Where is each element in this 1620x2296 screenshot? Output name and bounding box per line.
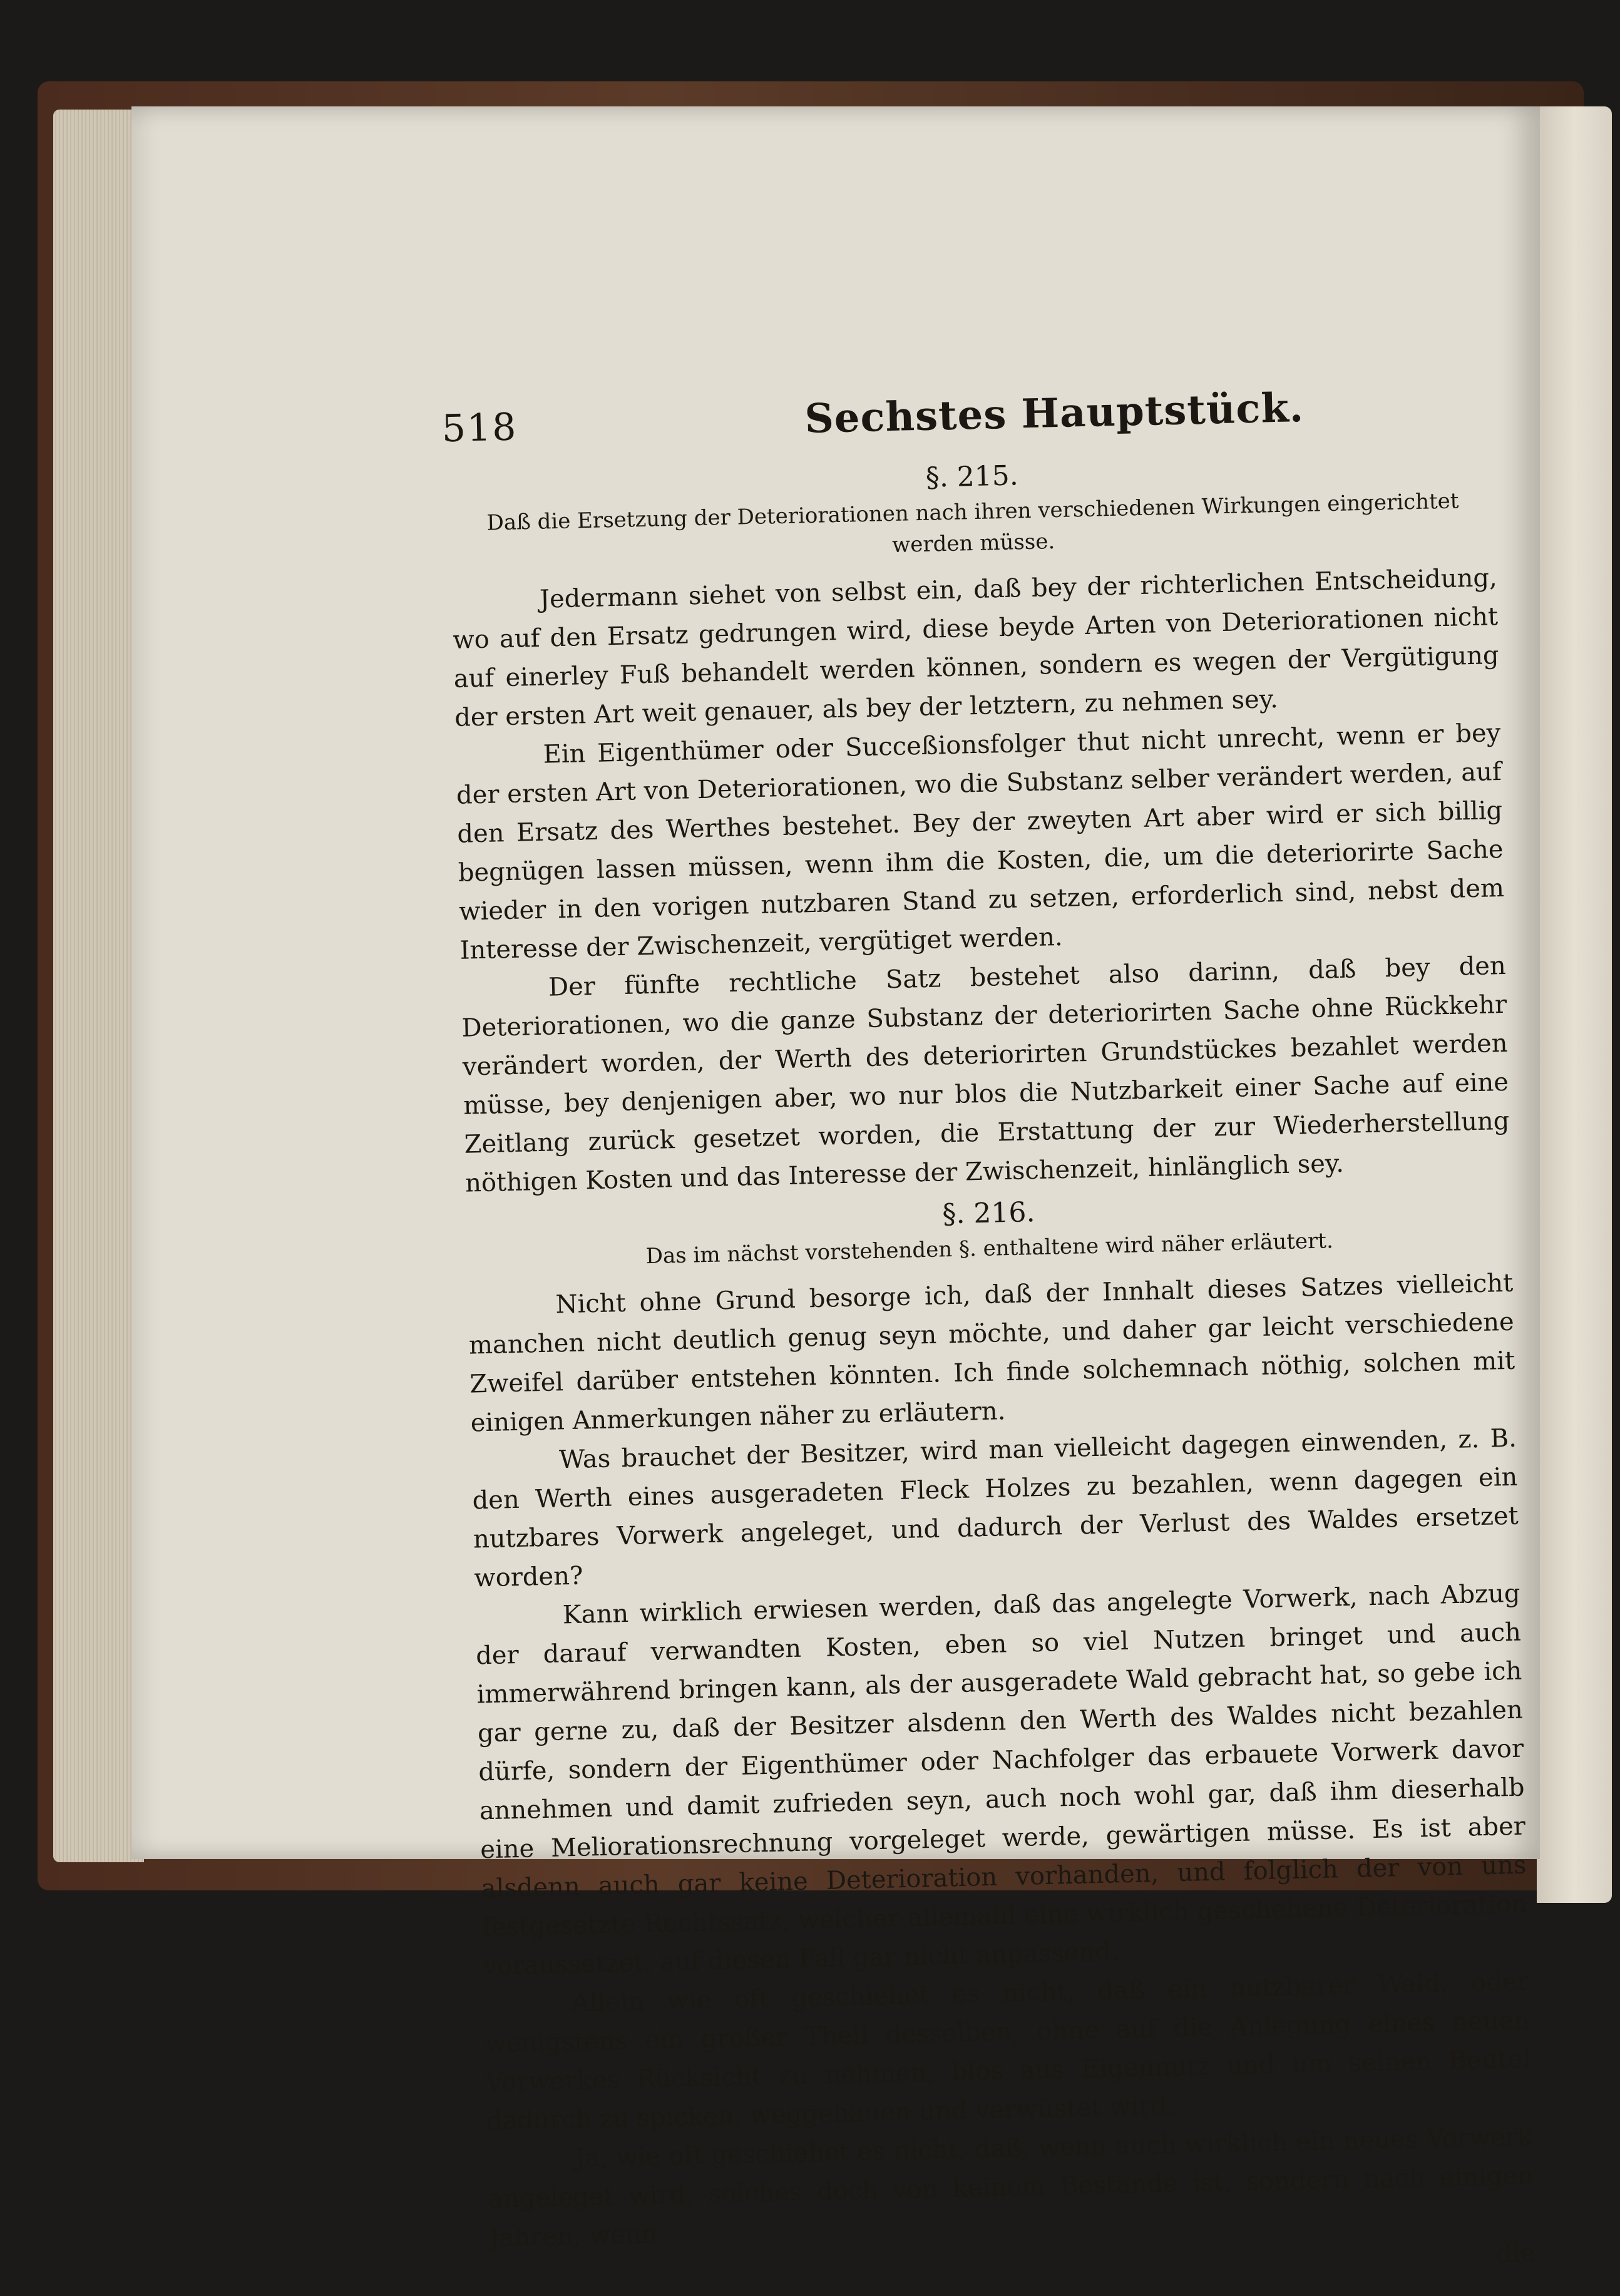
page-edges (53, 110, 144, 1862)
section-216 (466, 1186, 1535, 2257)
facing-page-edge (1537, 106, 1612, 1903)
paragraph: Ja, wie oft geschiehet es nicht, daß, wenn auch wirklich ein neues Vorwerk angeleget wird, solches doch von keinem Bestande ist, sondern nach einigen Jahren, wenn (488, 2122, 1534, 2253)
paragraph: Jedermann siehet von selbst ein, daß bey der richterlichen Entscheidung, wo auf den Ersatz gedrungen wird, diese beyde Arten von Deteriorationen nicht auf einerley Fuß behandelt werden können, sondern es wegen der Vergütigung der ersten Art weit genauer, als bey der letztern, zu nehmen sey. (452, 563, 1499, 732)
section-title: Daß die Ersetzung der Deteriorationen nach ihren verschiedenen Wirkungen eingerichtet werden müsse. (486, 488, 1459, 558)
paragraph: Was brauchet der Besitzer, wird man vielleicht dagegen einwenden, z. B. den Werth eines ausgeradeten Fleck Holzes zu bezahlen, wenn dagegen ein nutzbares Vorwerk angeleget, und dadurch der Verlust des Waldes ersetzet worden? (472, 1423, 1519, 1593)
paragraph: Kann wirklich erwiesen werden, daß das angelegte Vorwerk, nach Abzug der darauf verwandten Kosten, eben so viel Nutzen bringet und auch immerwährend bringen kann, als der ausgeradete Wald gebracht hat, so gebe ich gar gerne zu, daß der Besitzer alsdenn den Werth des Waldes nicht bezahlen dürfe, sondern der Eigenthümer oder Nachfolger das erbauete Vorwerk davor annehmen und damit zufrieden seyn, auch noch wohl gar, daß ihm dieserhalb eine Meliorationsrechnung vorgeleget werde, gewärtigen müsse. Es ist aber alsdenn auch gar keine Deterioration vorhanden, und folglich der von uns festgesetzte Rechtssatz, welcher allemahl eine wirklich geschehene Deterioration voraussetzet, auf diesen Fall gar nicht anpassend. (475, 1579, 1528, 1981)
section-215 (449, 449, 1510, 1203)
paragraph: Nicht ohne Grund besorge ich, daß der Innhalt dieses Satzes vielleicht manchen nicht deutlich genug seyn möchte, und daher gar leicht verschiedene Zweifel darüber entstehen könnten. Ich finde solchemnach nöthig, solchen mit einigen Anmerkungen näher zu erläutern. (468, 1268, 1515, 1438)
running-head: Sechstes Hauptstück. (804, 384, 1305, 443)
section-title: Das im nächst vorstehenden §. enthaltene wird näher erläutert. (645, 1228, 1334, 1269)
section-number: §. 216. (941, 1196, 1035, 1231)
catchword: die (1495, 2238, 1535, 2268)
section-number: §. 215. (925, 459, 1019, 494)
paragraph: Allein wie oft geschiehet es nicht, daß ein nutzbarer Wald, oder wenigstens ein großer Theil desselben, ohne auf die Anlegung eines neuen Vorwerkes Rücksicht zu nehmen, blos aus Eigennutz und um seinen Beutel dadurch zu spicken, weggehauen und verwüstet wird. (484, 1967, 1531, 2136)
page-number: 518 (441, 405, 518, 451)
book-page (131, 106, 1540, 2268)
paragraph: Ein Eigenthümer oder Succeßionsfolger thut nicht unrecht, wenn er bey der ersten Art von Deteriorationen, wo die Substanz selber verändert werden, auf den Ersatz des Werthes bestehet. Bey der zweyten Art aber wird er sich billig begnügen lassen müssen, wenn ihm die Kosten, die, um die deteriorirte Sache wieder in den vorigen nutzbaren Stand zu setzen, erforderlich sind, nebst dem Interesse der Zwischenzeit, vergütiget werden. (456, 718, 1505, 965)
page-text-block (441, 383, 1535, 2296)
paragraph: Der fünfte rechtliche Satz bestehet also darinn, daß bey den Deteriorationen, wo die ganze Substanz der deteriorirten Sache ohne Rückkehr verändert worden, der Werth des deteriorirten Grundstückes bezahlet werden müsse, bey denjenigen aber, wo nur blos die Nutzbarkeit einer Sache auf eine Zeitlang zurück gesetzet worden, die Erstattung der zur Wiederherstellung nöthigen Kosten und das Interesse der Zwischenzeit, hinlänglich sey. (461, 951, 1510, 1198)
